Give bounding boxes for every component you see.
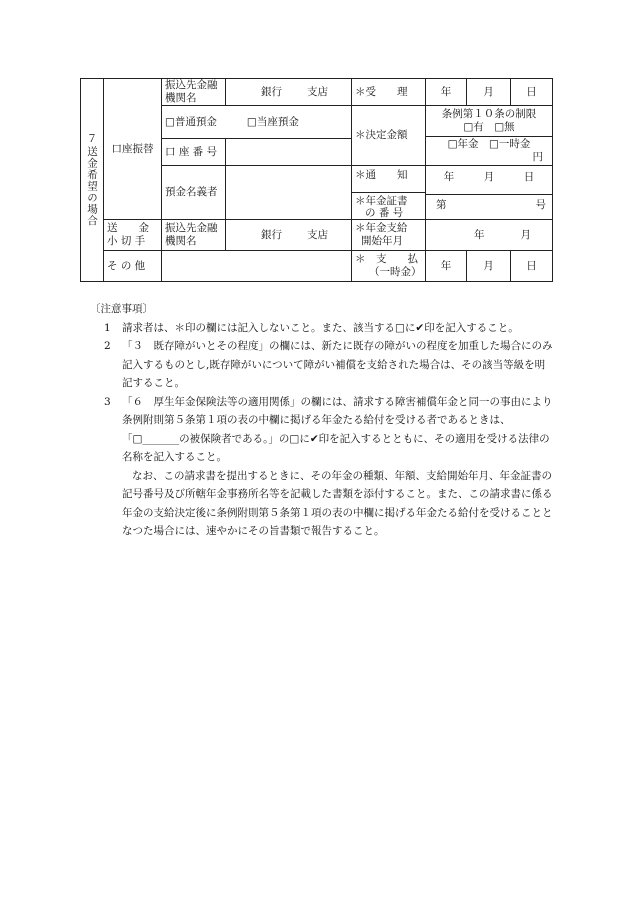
receipt-month: 月 [467,79,511,106]
start-label-line1: ＊年金支給 [355,222,408,234]
payment-year: 年 [426,251,467,282]
account-number-field[interactable] [226,139,352,166]
bank-branch-field[interactable] [226,79,352,106]
deposit-current-checkbox[interactable]: □当座預金 [246,115,299,128]
yen-label: 円 [532,150,543,163]
remittance-check-label [104,220,162,251]
decision-amount-label: ＊決定金額 [352,106,426,166]
start-date-cell[interactable] [426,220,553,251]
payment-day: 日 [511,251,553,282]
notice-month: 月 [483,171,495,183]
note-item [96,319,554,338]
note-number: 3 [104,395,111,408]
account-transfer-label: 口座振替 [104,79,162,220]
bank-label-2: 銀行 [261,228,282,241]
account-holder-field[interactable] [226,166,352,220]
bank-branch-field-2[interactable] [226,220,352,251]
receipt-year: 年 [426,79,467,106]
note-text: 「６ 厚生年金保険法等の適用関係」の欄には、請求する障害補償年金と同一の事由により条例附則第５条第１項の表の中欄に掲げる年金たる給付を受ける者であるときは、「□_______の被保険者である。」の□に✔印を記入するとともに、その適用を受ける法律の名称を記入すること。 [122,395,553,463]
deposit-type-cell[interactable] [162,106,352,139]
remittance-label-line2: 小 切 手 [107,235,146,247]
article10-label: 条例第１０条の制限 [441,107,537,120]
notice-certificate-values[interactable] [426,166,553,220]
other-field[interactable] [162,251,352,282]
branch-label-2: 支店 [307,228,328,241]
decision-amount-cell[interactable] [426,106,553,166]
deposit-ordinary-checkbox[interactable]: □普通預金 [165,115,217,128]
notes-section [90,300,554,541]
account-holder-label: 預金名義者 [162,166,226,220]
section-title: 送金希望の場合 [86,146,98,227]
note-text: 請求者は、＊印の欄には記入しないこと。また、該当する□に✔印を記入すること。 [122,321,519,334]
note-number: 1 [104,321,111,334]
bank-name-label-2: 振込先金融機関名 [162,220,226,251]
branch-label: 支店 [307,85,328,98]
start-year: 年 [474,228,485,241]
payment-label-line1: ＊ 支 払 [355,253,418,265]
note-extra: なお、この請求書を提出するときに、その年金の種類、年額、支給開始年月、年金証書の記号番号及び所轄年金事務所名等を記載した書類を添付すること。また、この請求書に係る年金の支給決定後に条例附則第５条第１項の表の中欄に掲げる年金たる給付を受けることとなつた場合には、速やかにその旨書類で報告すること。 [122,469,553,537]
notice-year: 年 [443,171,455,183]
number-prefix: 第 [436,199,447,211]
notice-cell [352,166,426,220]
account-number-label: 口 座 番 号 [162,139,226,166]
remittance-label-line1: 送 金 [107,222,149,234]
notice-day: 日 [523,171,535,183]
remittance-form-table [80,78,553,282]
notes-heading: 〔注意事項〕 [90,303,153,315]
section-number: ７ [86,133,98,146]
annuity-lump-checkboxes[interactable]: □年金 □一時金 [447,137,531,150]
yes-no-checkboxes[interactable]: □有 □無 [463,120,515,133]
start-month: 月 [520,228,531,241]
note-item [96,393,554,467]
payment-month: 月 [467,251,511,282]
payment-label [352,251,426,282]
receipt-day: 日 [511,79,553,106]
bank-label: 銀行 [261,85,282,98]
notice-label: ＊通 知 [355,169,408,181]
number-suffix: 号 [535,199,546,211]
start-label [352,220,426,251]
other-label: そ の 他 [104,251,162,282]
note-item [96,337,554,393]
section-header-cell [81,79,104,282]
receipt-label: ＊受 理 [352,79,426,106]
certificate-label-line1: ＊年金証書 [355,195,408,207]
start-label-line2: 開始年月 [361,235,403,247]
certificate-label-line2: の 番 号 [365,207,404,219]
note-number: 2 [104,340,111,352]
payment-label-line2: （一時金） [369,266,422,278]
bank-name-label: 振込先金融機関名 [162,79,226,106]
note-text: 「３ 既存障がいとその程度」の欄には、新たに既存の障がいの程度を加重した場合にのみ記入するものとし,既存障がいについて障がい補償を支給された場合は、その該当等級を明記すること。 [122,340,553,389]
